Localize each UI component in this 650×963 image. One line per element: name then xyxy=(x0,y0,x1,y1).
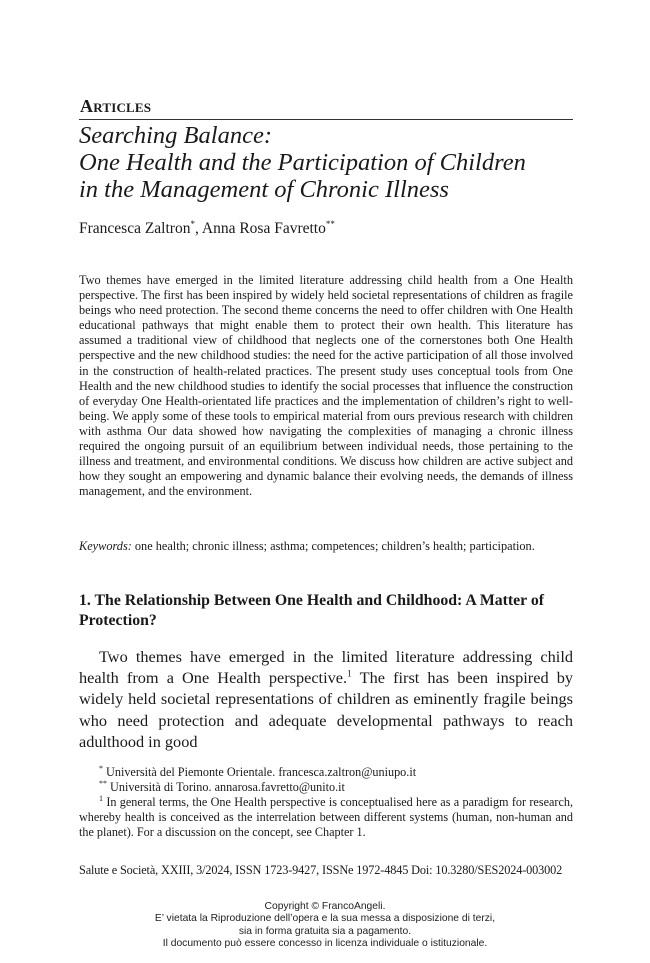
author-list xyxy=(79,220,335,238)
footnote-text: Università del Piemonte Orientale. francesca.zaltron@uniupo.it xyxy=(103,765,417,779)
article-title xyxy=(79,122,573,203)
footnote-mark: 1 xyxy=(99,793,103,803)
footnote xyxy=(79,765,573,780)
abstract: Two themes have emerged in the limited literature addressing child health from a One Health perspective. The first has been inspired by widely held societal representations of children as fragile beings who need protection. The second theme concerns the need to offer children with One Health educational pathways that might enable them to protect their own health. This literature has assumed a traditional view of childhood that neglects one of the cornerstones both One Health perspective and the new childhood studies: the need for the active participation of all those involved in the construction of health-related practices. The present study uses conceptual tools from One Health and the new childhood studies to identify the social processes that influence the construction of everyday One Health-orientated life practices and the implementation of children’s right to well-being. We apply some of these tools to empirical material from ours previous research with children with asthma Our data showed how navigating the complexities of managing a chronic illness required the ongoing pursuit of an equilibrium between individual needs, those pertaining to the illness and treatment, and environmental conditions. We discuss how children are active subject and how they sought an empowering and dynamic balance their evolving needs, the demands of illness management, and the environment. xyxy=(79,273,573,499)
author-affiliation-mark: ** xyxy=(325,218,335,229)
body-paragraph xyxy=(79,646,573,752)
copyright-line: Il documento può essere concesso in licenza individuale o istituzionale. xyxy=(162,938,488,950)
author-affiliation-mark: * xyxy=(190,218,195,229)
copyright-notice xyxy=(0,901,650,951)
section-divider xyxy=(79,119,573,120)
body-text: The first has been inspired by widely held societal representations of children as eminently fragile beings who need protection and adequate developmental pathways to reach adulthood in good xyxy=(79,668,574,751)
section-label: Articles xyxy=(80,96,152,116)
footnotes xyxy=(79,765,573,840)
footnote-text: In general terms, the One Health perspective is conceptualised here as a paradigm for research, whereby health is conceived as the interrelation between different systems (human, non-human and the planet). For a discussion on the concept, see Chapter 1. xyxy=(79,795,573,839)
author-separator: , xyxy=(194,220,202,237)
body-text: Two themes have emerged in the limited literature addressing child health from a One Health perspective. xyxy=(79,647,573,688)
keywords-label: Keywords: xyxy=(79,539,132,553)
footnote-text: Università di Torino. annarosa.favretto@unito.it xyxy=(107,780,345,794)
title-line: One Health and the Participation of Children xyxy=(79,149,526,176)
keywords xyxy=(79,539,573,554)
author-name: Francesca Zaltron xyxy=(79,220,191,237)
title-line: Searching Balance: xyxy=(79,122,272,149)
keywords-text: one health; chronic illness; asthma; competences; children’s health; participation. xyxy=(131,539,535,553)
section-heading: 1. The Relationship Between One Health and Childhood: A Matter of Protection? xyxy=(79,592,545,629)
footnote-mark: * xyxy=(99,763,103,773)
footnote xyxy=(79,795,573,840)
title-line: in the Management of Chronic Illness xyxy=(79,176,449,203)
footnote-reference[interactable]: 1 xyxy=(347,669,352,680)
copyright-line: Copyright © FrancoAngeli. xyxy=(264,901,386,912)
footnote-mark: ** xyxy=(99,778,107,788)
footnote xyxy=(79,780,573,795)
journal-citation: Salute e Società, XXIII, 3/2024, ISSN 1723-9427, ISSNe 1972-4845 Doi: 10.3280/SES2024-003002 xyxy=(79,863,563,877)
copyright-line: E’ vietata la Riproduzione dell’opera e la sua messa a disposizione di terzi, xyxy=(154,913,496,925)
copyright-line: sia in forma gratuita sia a pagamento. xyxy=(238,925,412,937)
author-name: Anna Rosa Favretto xyxy=(201,220,326,237)
